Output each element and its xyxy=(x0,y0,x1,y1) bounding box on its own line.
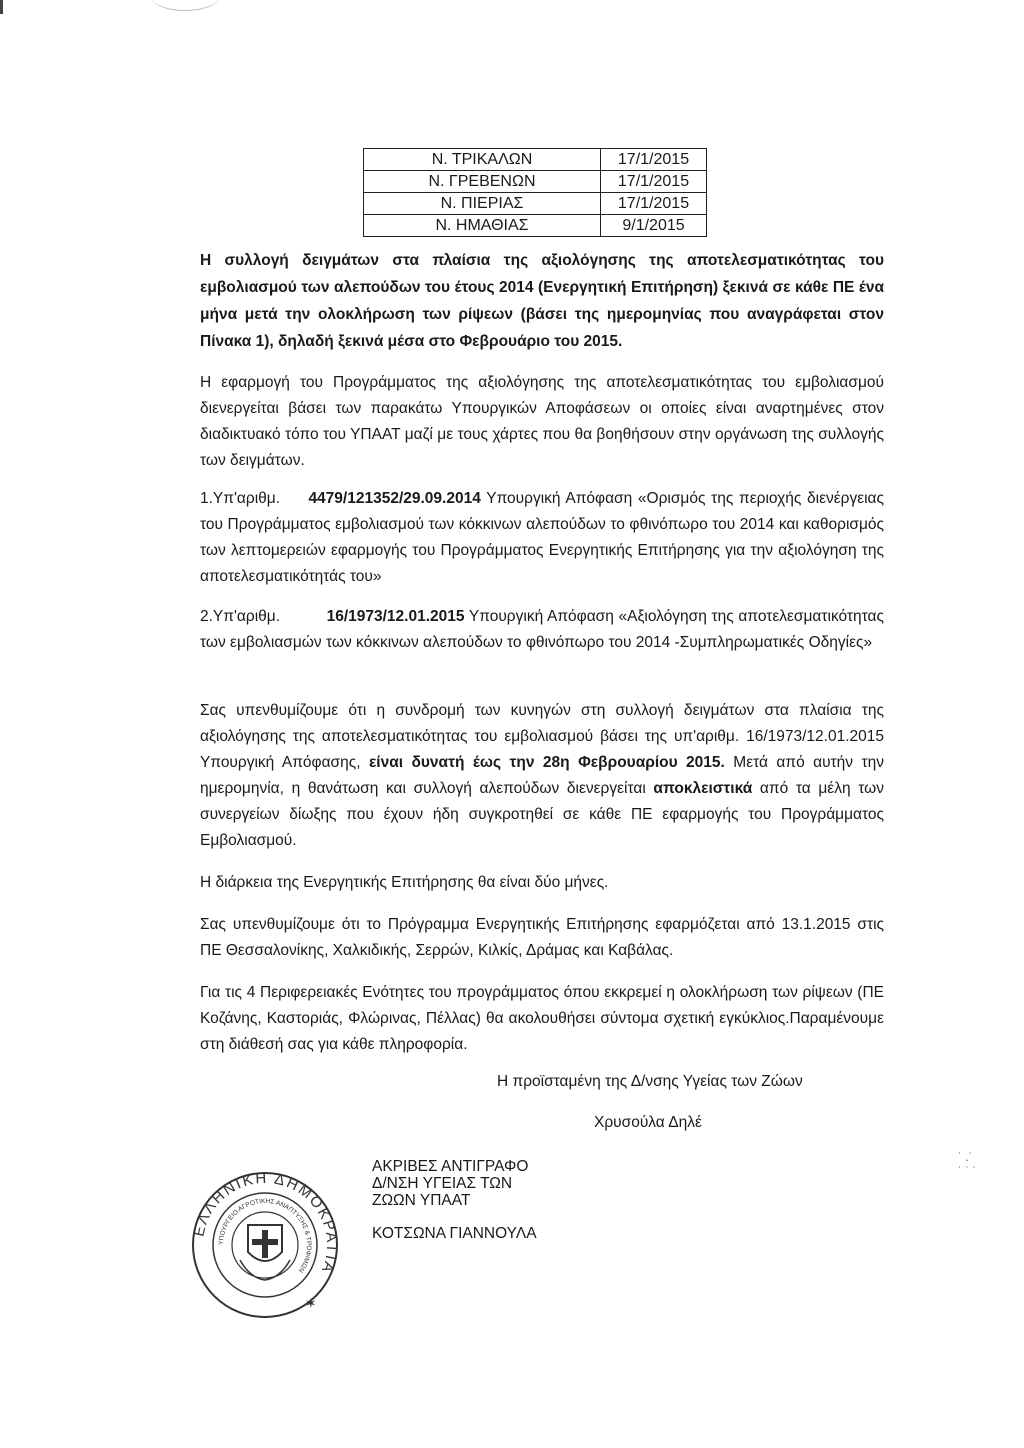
reminder-deadline: είναι δυνατή έως την 28η Φεβρουαρίου 2015. xyxy=(368,754,725,771)
decision-2-paragraph xyxy=(200,604,884,656)
star-icon: ✶ xyxy=(305,1295,317,1311)
remaining-units-paragraph: Για τις 4 Περιφερειακές Ενότητες του προγράμματος όπου εκκρεμεί η ολοκλήρωση των ρίψεων (ΠΕ Κοζάνης, Καστοριάς, Φλώρινας, Πέλλας) θα ακολουθήσει σύντομα σχετική εγκύκλιος.Παραμένουμε στη διάθεσή σας για κάθε πληροφορία. xyxy=(200,984,884,1053)
scan-speckle: ˙ .˙ ˙ ˙ ˙ xyxy=(958,1150,977,1178)
prefecture-name: Ν. ΓΡΕΒΕΝΩΝ xyxy=(364,171,601,193)
applied-areas-paragraph: Σας υπενθυμίζουμε ότι το Πρόγραμμα Ενεργητικής Επιτήρησης εφαρμόζεται από 13.1.2015 στις ΠΕ Θεσσαλονίκης, Χαλκιδικής, Σερρών, Κιλκίς, Δράμας και Καβάλας. xyxy=(200,916,884,959)
decision-2-text: Υπουργική Απόφαση «Αξιολόγηση της αποτελεσματικότητας των εμβολιασμών των κόκκινων αλεπούδων το φθινόπωρο του 2014 -Συμπληρωματικές Οδηγίες» xyxy=(200,608,884,651)
coat-of-arms-icon xyxy=(240,1225,290,1280)
official-seal xyxy=(190,1170,340,1320)
seal-inner-text: ΥΠΟΥΡΓΕΙΟ ΑΓΡΟΤΙΚΗΣ ΑΝΑΠΤΥΞΗΣ & ΤΡΟΦΙΜΩΝ xyxy=(217,1197,313,1274)
prefecture-name: Ν. ΗΜΑΘΙΑΣ xyxy=(364,215,601,237)
drop-date: 17/1/2015 xyxy=(601,149,707,171)
sampling-start-paragraph: Η συλλογή δειγμάτων στα πλαίσια της αξιολόγησης της αποτελεσματικότητας του εμβολιασμού των αλεπούδων του έτους 2014 (Ενεργητική Επιτήρηση) ξεκινά σε κάθε ΠΕ ένα μήνα μετά την ολοκλήρωση των ρίψεων (βάσει της ημερομηνίας που αναγράφεται στον Πίνακα 1), δηλαδή ξεκινά μέσα στο Φεβρουάριο του 2015. xyxy=(200,252,884,350)
scan-edge-mark xyxy=(0,0,3,14)
copy-stamp-line: Δ/ΝΣΗ ΥΓΕΙΑΣ ΤΩΝ xyxy=(372,1175,513,1192)
implementation-paragraph: Η εφαρμογή του Προγράμματος της αξιολόγησης της αποτελεσματικότητας του εμβολιασμού διενεργείται βάσει των παρακάτω Υπουργικών Αποφάσεων οι οποίες είναι αναρτημένες στον διαδικτυακό τόπο του ΥΠΑΑΤ μαζί με τους χάρτες που θα βοηθήσουν στην οργάνωση της συλλογής των δειγμάτων. xyxy=(200,374,884,469)
decision-1-text: Υπουργική Απόφαση «Ορισμός της περιοχής διενέργειας του Προγράμματος εμβολιασμού των κόκκινων αλεπούδων το φθινόπωρο του 2014 και καθορισμός των λεπτομερειών εφαρμογής του Προγράμματος Ενεργητικής Επιτήρησης για την αξιολόγηση της αποτελεσματικότητάς του» xyxy=(200,490,884,585)
drop-date: 17/1/2015 xyxy=(601,193,707,215)
reminder-text-2: Μετά από αυτήν την ημερομηνία, η θανάτωση και συλλογή αλεπούδων διενεργείται xyxy=(200,754,884,797)
copy-stamp xyxy=(372,1158,537,1242)
reminder-text-1: Σας υπενθυμίζουμε ότι η συνδρομή των κυνηγών στη συλλογή δειγμάτων στα πλαίσια της αξιολόγησης της αποτελεσματικότητας του εμβολιασμού βάσει της υπ'αριθμ. 16/1973/12.01.2015 Υπουργική Απόφασης, xyxy=(200,702,884,771)
decision-1-number: 4479/121352/29.09.2014 xyxy=(308,490,481,507)
seal-outer-text: ΕΛΛΗΝΙΚΗ ΔΗΜΟΚΡΑΤΙΑ xyxy=(190,1170,340,1277)
decision-2-prefix: 2.Υπ'αριθμ. xyxy=(200,608,280,625)
copy-stamp-line: ΖΩΩΝ ΥΠΑΑΤ xyxy=(372,1192,471,1209)
prefecture-dates-table xyxy=(363,148,707,237)
drop-date: 17/1/2015 xyxy=(601,171,707,193)
drop-date: 9/1/2015 xyxy=(601,215,707,237)
reminder-text-3: από τα μέλη των συνεργείων δίωξης που έχουν ήδη συγκροτηθεί σε κάθε ΠΕ εφαρμογής του Προγράμματος Εμβολιασμού. xyxy=(200,780,884,849)
table-row xyxy=(364,193,707,215)
table-row xyxy=(364,215,707,237)
decision-1-paragraph xyxy=(200,486,884,590)
copy-stamp-name: ΚΟΤΣΩΝΑ ΓΙΑΝΝΟΥΛΑ xyxy=(372,1225,537,1242)
signatory-name: Χρυσούλα Δηλέ xyxy=(594,1114,702,1131)
reminder-exclusively: αποκλειστικά xyxy=(653,780,753,797)
table-row xyxy=(364,149,707,171)
prefecture-name: Ν. ΤΡΙΚΑΛΩΝ xyxy=(364,149,601,171)
decision-2-number: 16/1973/12.01.2015 xyxy=(326,608,465,625)
table-row xyxy=(364,171,707,193)
copy-stamp-line: ΑΚΡΙΒΕΣ ΑΝΤΙΓΡΑΦΟ xyxy=(372,1158,529,1175)
duration-paragraph: Η διάρκεια της Ενεργητικής Επιτήρησης θα είναι δύο μήνες. xyxy=(200,874,609,891)
hunters-reminder-paragraph xyxy=(200,698,884,854)
prefecture-name: Ν. ΠΙΕΡΙΑΣ xyxy=(364,193,601,215)
signatory-title: Η προϊσταμένη της Δ/νσης Υγείας των Ζώων xyxy=(497,1073,803,1090)
scan-artifact xyxy=(150,0,220,11)
decision-1-prefix: 1.Υπ'αριθμ. xyxy=(200,490,280,507)
